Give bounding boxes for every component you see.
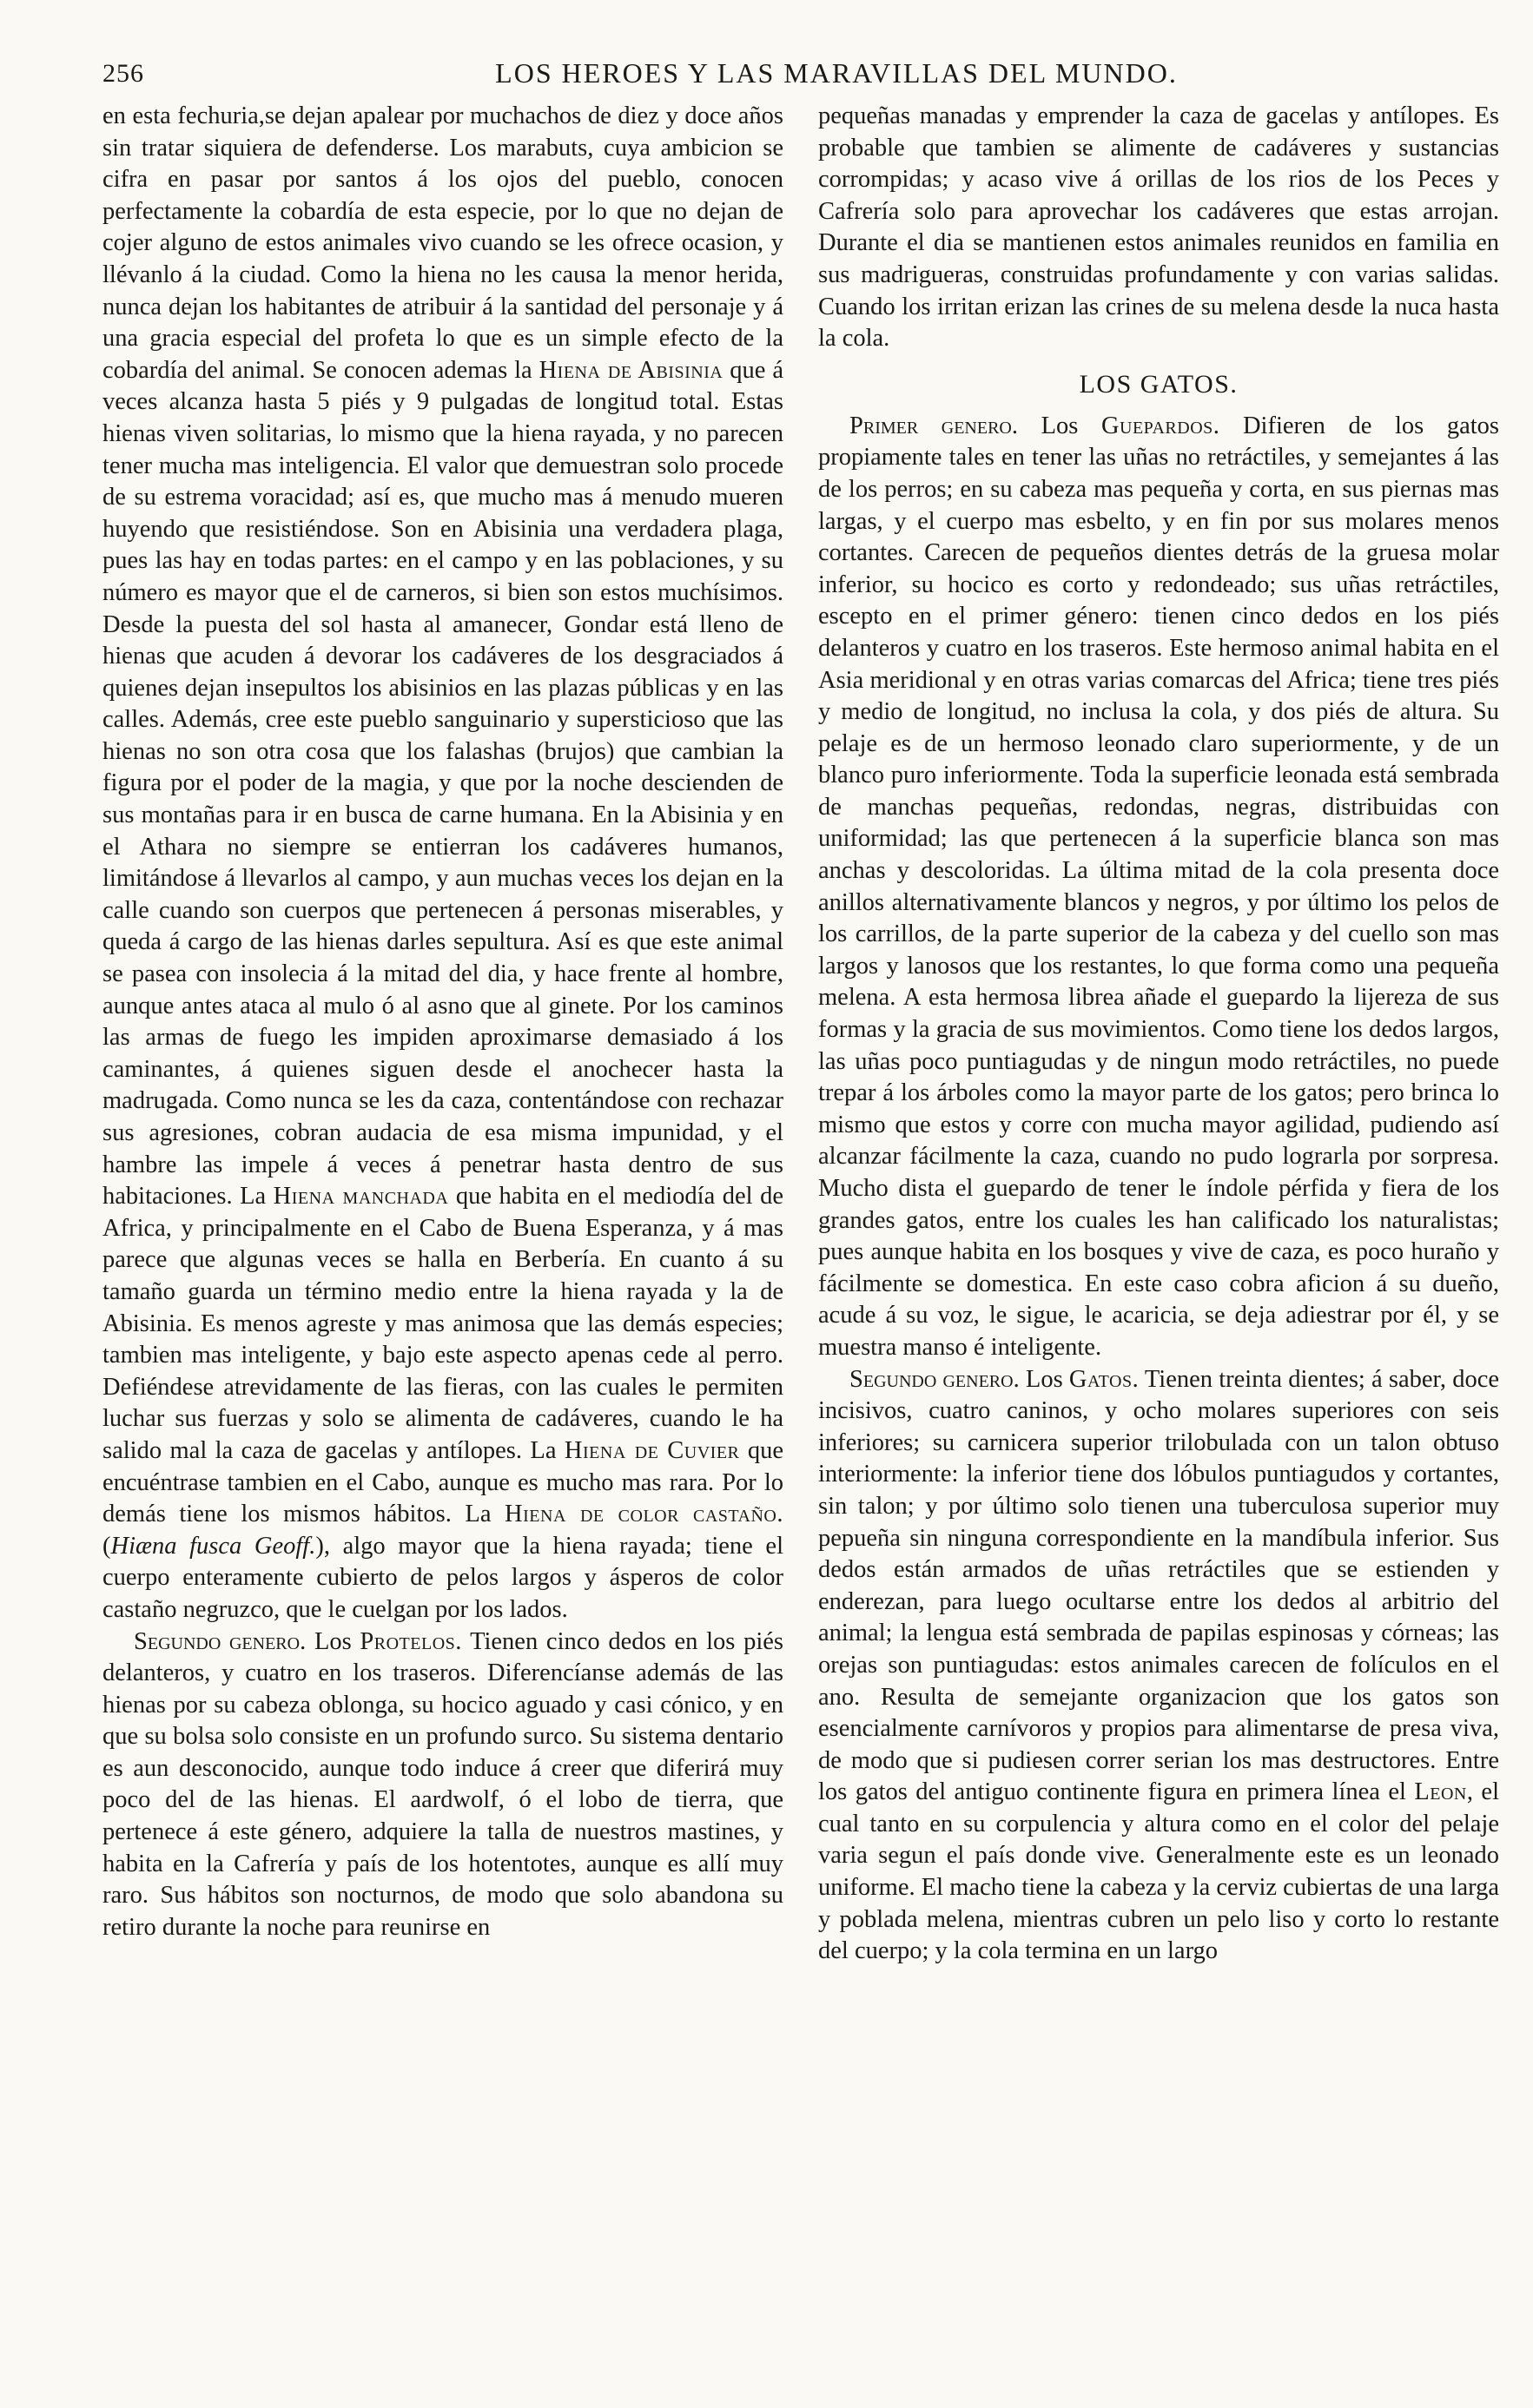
- latin-name: Hiæna fusca Geoff.: [110, 1532, 316, 1560]
- species-term: Leon: [1414, 1778, 1467, 1806]
- text-run: en esta fechuria,se dejan apalear por muchachos de diez y doce años sin tratar siquiera de defenderse. Los marabuts, cuya ambicion se cifra en pasar por santos á los ojos del pueblo, conocen perfectamente la cobardía de esta especie, por lo que no dejan de cojer alguno de estos animales vivo cuando se les ofrece ocasion, y llévanlo á la ciudad. Como la hiena no les causa la menor herida, nunca dejan los habitantes de atribuir á la santidad del personaje y á una gracia especial del profeta lo que es un simple efecto de la cobardía del animal. Se conocen ademas la: [102, 102, 783, 384]
- text-run: (: [102, 1532, 111, 1560]
- text-run: Difieren de los gatos propiamente tales en tener las uñas no retráctiles, y semejantes á las de los perros; en su cabeza mas pequeña y corta, en sus piernas mas largas, y el cuerpo mas esbelto, y en fin por sus molares menos cortantes. Carecen de pequeños dientes detrás de la gruesa molar inferior, su hocico es corto y redondeado; sus uñas retráctiles, escepto en el primer género: tienen cinco dedos en los piés delanteros y cuatro en los traseros. Este hermoso animal habita en el Asia meridional y en otras varias comarcas del Africa; tiene tres piés y medio de longitud, no inclusa la cola, y dos piés de altura. Su pelaje es de un hermoso leonado claro superiormente, y de un blanco puro inferiormente. Toda la superficie leonada está sembrada de manchas pequeñas, redondas, negras, distribuidas con uniformidad; las que pertenecen á la superficie blanca son mas anchas y descoloridas. La última mitad de la cola presenta doce anillos alternativamente blancos y negros, y por último los pelos de los carrillos, de la parte superior de la cabeza y del cuello son mas largos y lanosos que los restantes, lo que forma como una pequeña melena. A esta hermosa librea añade el guepardo la lijereza de sus formas y la gracia de sus movimientos. Como tiene los dedos largos, las uñas poco puntiagudas y de ningun modo retráctiles, no puede trepar á los árboles como la mayor parte de los gatos; pero brinca lo mismo que estos y corre con mucha mayor agilidad, pudiendo así alcanzar fácilmente la caza, cuando no pudo lograrla por sorpresa. Mucho dista el guepardo de tener le índole pérfida y fiera de los grandes gatos, entre los cuales les han calificado los naturalistas; pues aunque habita en los bosques y vive de caza, es poco huraño y fácilmente se domestica. En este caso cobra aficion á su dueño, acude á su voz, le sigue, le acaricia, se deja adiestrar por él, y se muestra manso é inteligente.: [818, 412, 1499, 1361]
- paragraph-protelos: [102, 1626, 783, 1944]
- text-run: Tienen cinco dedos en los piés delanteros, y cuatro en los traseros. Diferencíanse además de las hienas por su cabeza oblonga, su hocico aguado y casi cónico, y en que su bolsa solo consiste en un profundo surco. Su sistema dentario es aun desconocido, aunque todo induce á creer que diferirá muy poco del de las hienas. El aardwolf, ó el lobo de tierra, que pertenece á este género, adquiere la talla de nuestros mastines, y habita en la Cafrería y país de los hotentotes, aunque es allí muy raro. Sus hábitos son nocturnos, de modo que solo abandona su retiro durante la noche para reunirse en: [102, 1627, 783, 1941]
- text-run: que encuéntrase tambien en el Cabo, aunque es mucho mas rara. Por lo demás tiene los mismos hábitos. La: [102, 1436, 783, 1528]
- species-term: Gatos.: [1068, 1365, 1140, 1393]
- text-run: que á veces alcanza hasta 5 piés y 9 pulgadas de longitud total. Estas hienas viven solitarias, lo mismo que la hiena rayada, y no parecen tener mucha mas inteligencia. El valor que demuestran solo procede de su estrema voracidad; así es, que mucho mas á menudo mueren huyendo que resistiéndose. Son en Abisinia una verdadera plaga, pues las hay en todas partes: en el campo y en las poblaciones, y su número es mayor que el de carneros, si bien son estos muchísimos. Desde la puesta del sol hasta al amanecer, Gondar está lleno de hienas que acuden á devorar los cadáveres de los desgraciados á quienes dejan insepultos los abisinios en las plazas públicas y en las calles. Además, cree este pueblo sanguinario y supersticioso que las hienas no son otra cosa que los falashas (brujos) que cambian la figura por el poder de la magia, y que por la noche descienden de sus montañas para ir en busca de carne humana. En la Abisinia y en el Athara no siempre se entierran los cadáveres humanos, limitándose á llevarlos al campo, y aun muchas veces los dejan en la calle cuando son cuerpos que pertenecen á personas miserables, y queda á cargo de las hienas darles sepultura. Así es que este animal se pasea con insolecia á la mitad del dia, y hace frente al hombre, aunque antes ataca al mulo ó al asno que al ginete. Por los caminos las armas de fuego les impiden aproximarse demasiado á los caminantes, á quienes siguen desde el anochecer hasta la madrugada. Como nunca se les da caza, contentándose con rechazar sus agresiones, cobran audacia de esa misma impunidad, y el hambre las impele á veces á penetrar hasta dentro de sus habitaciones. La: [102, 356, 783, 1211]
- text-run: Los: [1018, 412, 1101, 439]
- section-heading: LOS GATOS.: [1079, 369, 1239, 399]
- text-run: que habita en el mediodía del de Africa, y principalmente en el Cabo de Buena Esperanza, y á mas parece que algunas veces se halla en Berbería. En cuanto á su tamaño guarda un término medio entre la hiena rayada y la de Abisinia. Es menos agreste y mas animosa que las demás especies; tambien mas inteligente, y bajo este aspecto apenas cede al perro. Defiéndese atrevidamente de las fieras, con las cuales le permiten luchar sus fuerzas y solo se alimenta de cadáveres, cuando le ha salido mal la caza de gacelas y antílopes. La: [102, 1183, 783, 1464]
- running-title: LOS HEROES Y LAS MARAVILLAS DEL MUNDO.: [495, 57, 1178, 89]
- right-column: [818, 101, 1499, 2393]
- text-run: Tienen treinta dientes; á saber, doce incisivos, cuatro caninos, y ocho molares superiores con seis inferiores; su carnicera superior trilobulada con un talon obtuso interiormente: la inferior tiene dos lóbulos puntiagudos y cortantes, sin talon; y por último solo tienen una tuberculosa superior muy pepueña sin ninguna correspondiente en la mandíbula inferior. Sus dedos están armados de uñas retráctiles que se estienden y enderezan, para luego ocultarse entre los dedos al arbitrio del animal; la lengua está sembrada de papilas espinosas y córneas; las orejas son puntiagudas: estos animales carecen de folículos en el ano. Resulta de semejante organizacion que los gatos son esencialmente carnívoros y propios para alimentarse de presa viva, de modo que si pudiesen correr serian los mas destructores. Entre los gatos del antiguo continente figura en primera línea el: [818, 1365, 1499, 1806]
- species-term: Guepardos.: [1100, 412, 1220, 439]
- species-term: Protelos.: [360, 1627, 462, 1655]
- page-header: [102, 56, 1492, 90]
- species-term: Hiena manchada: [273, 1183, 449, 1211]
- paragraph-hyenas: [102, 101, 783, 1626]
- paragraph-gatos: [818, 1364, 1499, 1968]
- text-run: ), algo mayor que la hiena rayada; tiene el cuerpo enteramente cubierto de pelos largos y ásperos de color castaño negruzco, que le cuelgan por los lados.: [102, 1532, 783, 1623]
- genus-lead: Primer genero.: [849, 412, 1019, 439]
- text-run: Los: [1019, 1365, 1069, 1393]
- paragraph-protelos-continued: pequeñas manadas y emprender la caza de gacelas y antílopes. Es probable que tambien se alimente de cadáveres y sustancias corrompidas; y acaso vive á orillas de los rios de los Peces y Cafrería solo para aprovechar los cadáveres que estas arrojan. Durante el dia se mantienen estos animales reunidos en familia en sus madrigueras, construidas profundamente y con varias salidas. Cuando los irritan erizan las crines de su melena desde la nuca hasta la cola.: [818, 102, 1499, 353]
- text-run: Los: [306, 1627, 360, 1655]
- species-term: Hiena de color castaño.: [505, 1501, 783, 1528]
- text-run: , el cual tanto en su corpulencia y altura como en el color del pelaje varia segun el país donde vive. Generalmente este es un leonado uniforme. El macho tiene la cabeza y la cerviz cubiertas de una larga y poblada melena, mientras cubren un pelo liso y corto lo restante del cuerpo; y la cola termina en un largo: [818, 1778, 1499, 1965]
- left-column: [102, 101, 783, 2393]
- page-number: 256: [102, 59, 144, 88]
- genus-lead: Segundo genero.: [134, 1627, 307, 1655]
- species-term: Hiena de Abisinia: [539, 356, 724, 384]
- paragraph-guepardos: [818, 411, 1499, 1364]
- species-term: Hiena de Cuvier: [564, 1436, 740, 1464]
- genus-lead: Segundo genero.: [849, 1365, 1020, 1393]
